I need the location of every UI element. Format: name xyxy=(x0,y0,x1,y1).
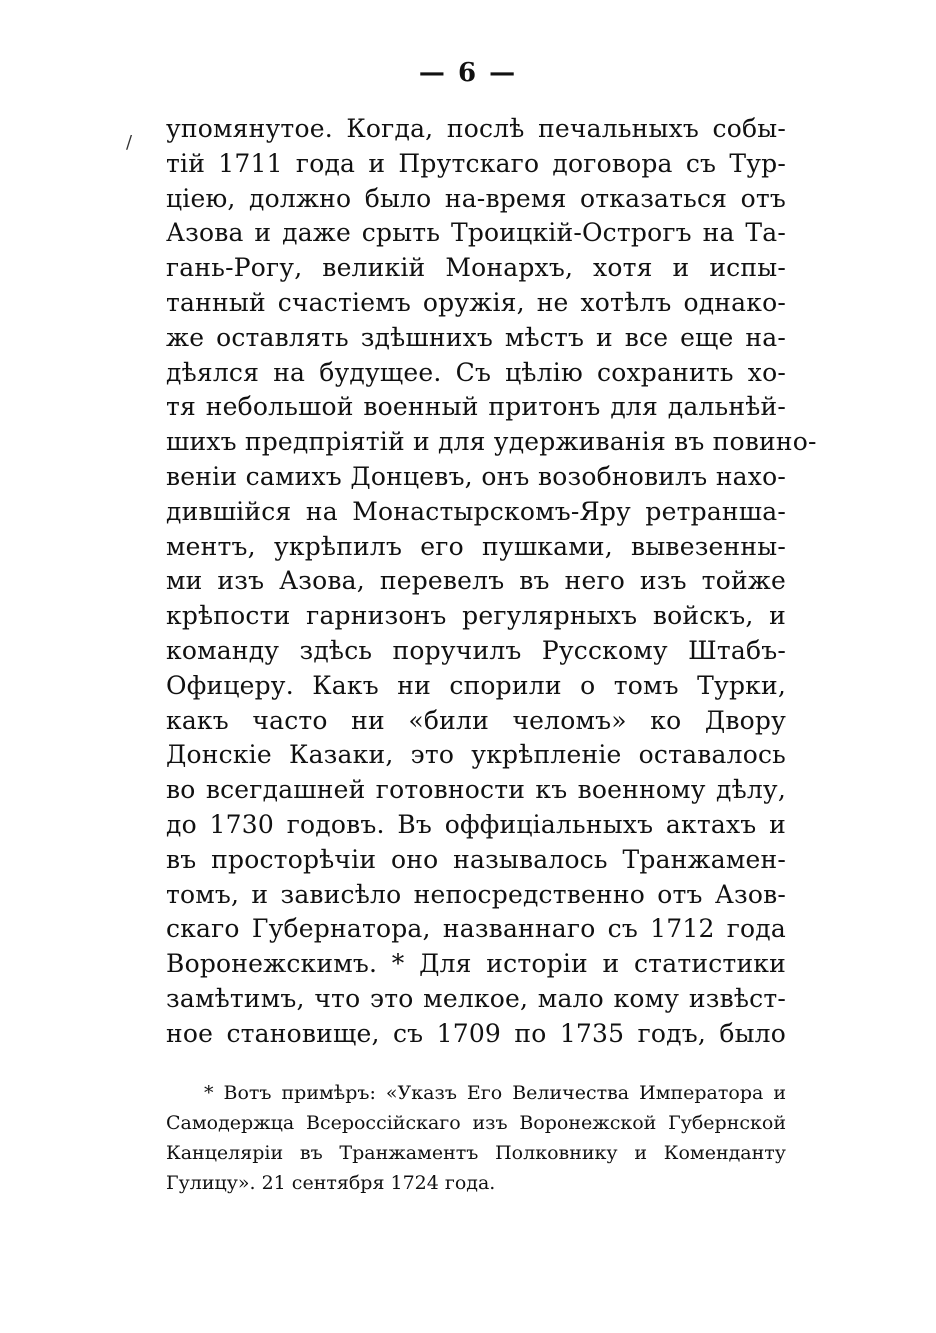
body-line: замѣтимъ, что это мелкое, мало кому извѣст- xyxy=(166,983,786,1013)
body-line: Воронежскимъ. * Для исторіи и статистики xyxy=(166,949,786,979)
body-line: какъ часто ни «били челомъ» ко Двору xyxy=(166,705,786,735)
body-line: ми изъ Азова, перевелъ въ него изъ тойже xyxy=(166,566,786,596)
body-line: дившійся на Монастырскомъ-Яру ретранша- xyxy=(166,496,786,526)
body-line: команду здѣсь поручилъ Русскому Штабъ- xyxy=(166,635,786,665)
body-line: Азова и даже срыть Троицкій-Острогъ на Та- xyxy=(166,218,786,248)
body-line: дѣялся на будущее. Съ цѣлію сохранить хо- xyxy=(166,357,786,387)
body-line: въ просторѣчіи оно называлось Транжамен- xyxy=(166,844,786,874)
body-line: до 1730 годовъ. Въ оффиціальныхъ актахъ и xyxy=(166,809,786,839)
margin-mark: / xyxy=(126,132,133,153)
body-line: крѣпости гарнизонъ регулярныхъ войскъ, и xyxy=(166,601,786,631)
footnote-line: * Вотъ примѣръ: «Указъ Его Величества Императора и xyxy=(204,1082,786,1104)
body-line: же оставлять здѣшнихъ мѣстъ и все еще на- xyxy=(166,322,786,352)
body-line: ціею, должно было на-время отказаться отъ xyxy=(166,183,786,213)
body-line: во всегдашней готовности къ военному дѣлу, xyxy=(166,775,786,805)
footnote xyxy=(166,1078,786,1198)
body-line: скаго Губернатора, названнаго съ 1712 года xyxy=(166,914,786,944)
footnote-line: Канцеляріи въ Транжаментъ Полковнику и Коменданту xyxy=(166,1142,786,1164)
body-line: гань-Рогу, великій Монархъ, хотя и испы- xyxy=(166,253,786,283)
body-text xyxy=(166,112,817,1052)
body-line: упомянутое. Когда, послѣ печальныхъ собы- xyxy=(166,114,786,143)
body-line: веніи самихъ Донцевъ, онъ возобновилъ нахо- xyxy=(166,461,786,491)
page-number: — 6 — xyxy=(418,58,518,88)
body-line: Офицеру. Какъ ни спорили о томъ Турки, xyxy=(166,670,786,700)
footnote-line: Самодержца Всероссійскаго изъ Воронежской Губернской xyxy=(166,1112,786,1134)
body-line: Донскіе Казаки, это укрѣпленіе оставалось xyxy=(166,740,786,770)
body-line: тя небольшой военный притонъ для дальнѣй- xyxy=(166,392,786,422)
body-line: тій 1711 года и Прутскаго договора съ Тур- xyxy=(166,148,786,178)
body-line: томъ, и зависѣло непосредственно отъ Азов- xyxy=(166,879,786,909)
footnote-line: Гулицу». 21 сентября 1724 года. xyxy=(166,1172,496,1194)
body-line: танный счастіемъ оружія, не хотѣлъ однако- xyxy=(166,287,786,317)
body-line: ное становище, съ 1709 по 1735 годъ, было xyxy=(166,1018,786,1048)
body-line: ментъ, укрѣпилъ его пушками, вывезенны- xyxy=(166,531,786,561)
body-line: шихъ предпріятій и для удерживанія въ повино- xyxy=(166,427,817,457)
